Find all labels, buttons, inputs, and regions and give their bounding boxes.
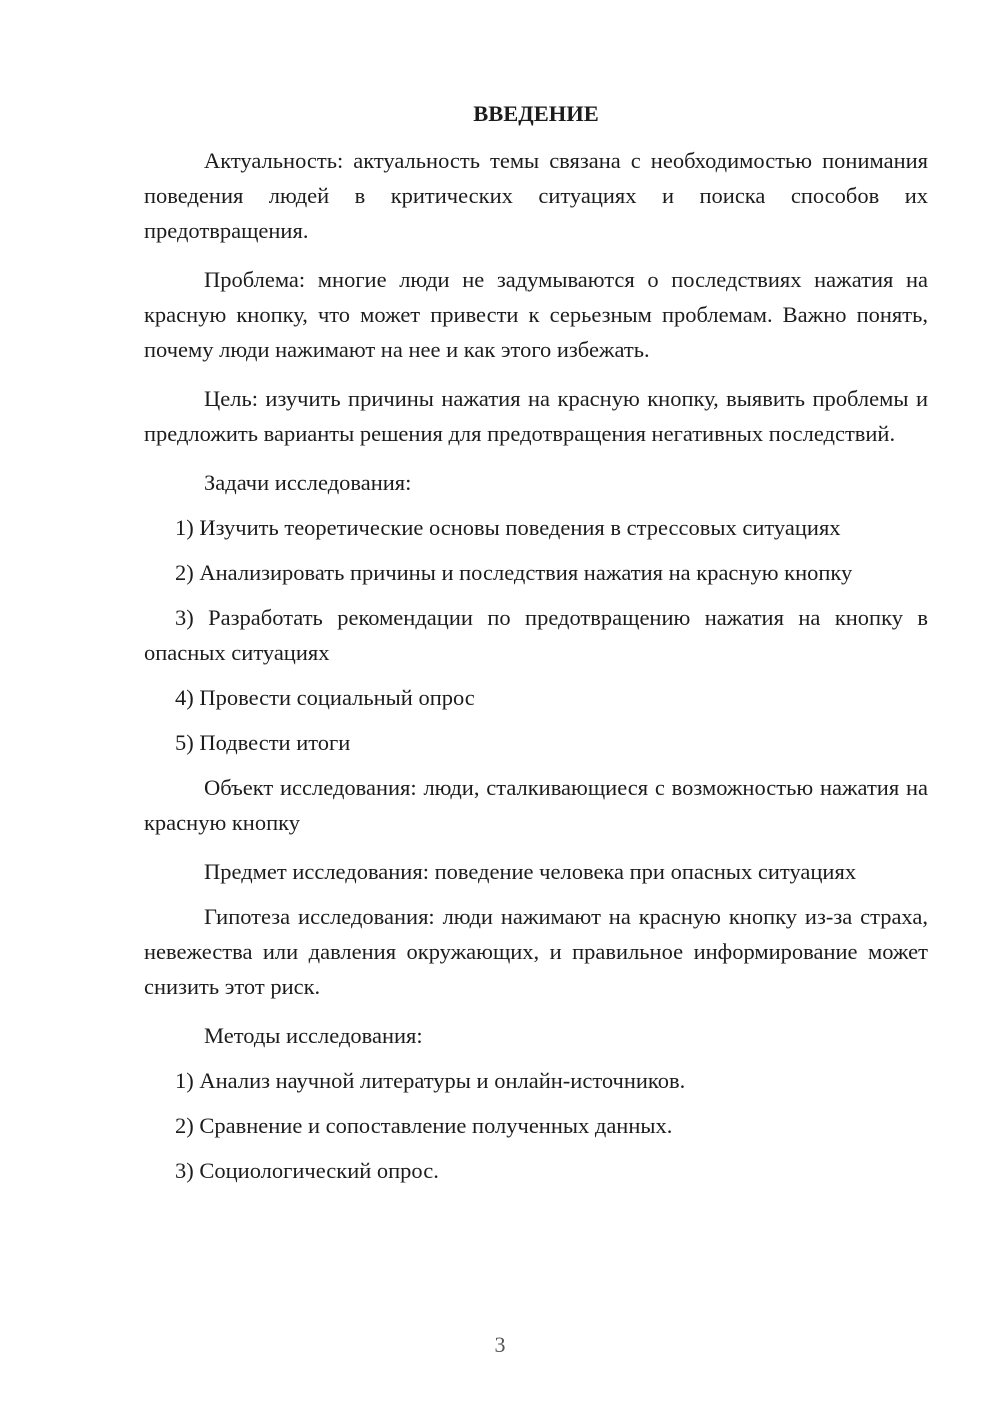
task-item: 4) Провести социальный опрос bbox=[175, 685, 475, 710]
method-item: 1) Анализ научной литературы и онлайн-источников. bbox=[175, 1068, 686, 1093]
hypothesis-paragraph: Гипотеза исследования: люди нажимают на красную кнопку из-за страха, невежества или давления окружающих, и правильное информирование может снизить этот риск. bbox=[144, 904, 928, 999]
object-paragraph: Объект исследования: люди, сталкивающиеся с возможностью нажатия на красную кнопку bbox=[144, 775, 928, 835]
goal-paragraph: Цель: изучить причины нажатия на красную кнопку, выявить проблемы и предложить варианты решения для предотвращения негативных последствий. bbox=[144, 386, 928, 446]
task-item: 5) Подвести итоги bbox=[175, 730, 351, 755]
page-number: 3 bbox=[494, 1332, 506, 1357]
document-page bbox=[144, 96, 928, 1198]
subject-paragraph: Предмет исследования: поведение человека при опасных ситуациях bbox=[204, 859, 857, 884]
task-item: 3) Разработать рекомендации по предотвращению нажатия на кнопку в опасных ситуациях bbox=[144, 605, 928, 665]
task-item: 2) Анализировать причины и последствия нажатия на красную кнопку bbox=[175, 560, 853, 585]
method-item: 2) Сравнение и сопоставление полученных данных. bbox=[175, 1113, 673, 1138]
tasks-title: Задачи исследования: bbox=[204, 470, 412, 495]
relevance-paragraph: Актуальность: актуальность темы связана с необходимостью понимания поведения людей в критических ситуациях и поиска способов их предотвращения. bbox=[144, 148, 928, 243]
method-item: 3) Социологический опрос. bbox=[175, 1158, 439, 1183]
problem-paragraph: Проблема: многие люди не задумываются о последствиях нажатия на красную кнопку, что может привести к серьезным проблемам. Важно понять, почему люди нажимают на нее и как этого избежать. bbox=[144, 267, 928, 362]
task-item: 1) Изучить теоретические основы поведения в стрессовых ситуациях bbox=[175, 515, 841, 540]
section-heading: ВВЕДЕНИЕ bbox=[473, 101, 599, 126]
methods-title: Методы исследования: bbox=[204, 1023, 423, 1048]
